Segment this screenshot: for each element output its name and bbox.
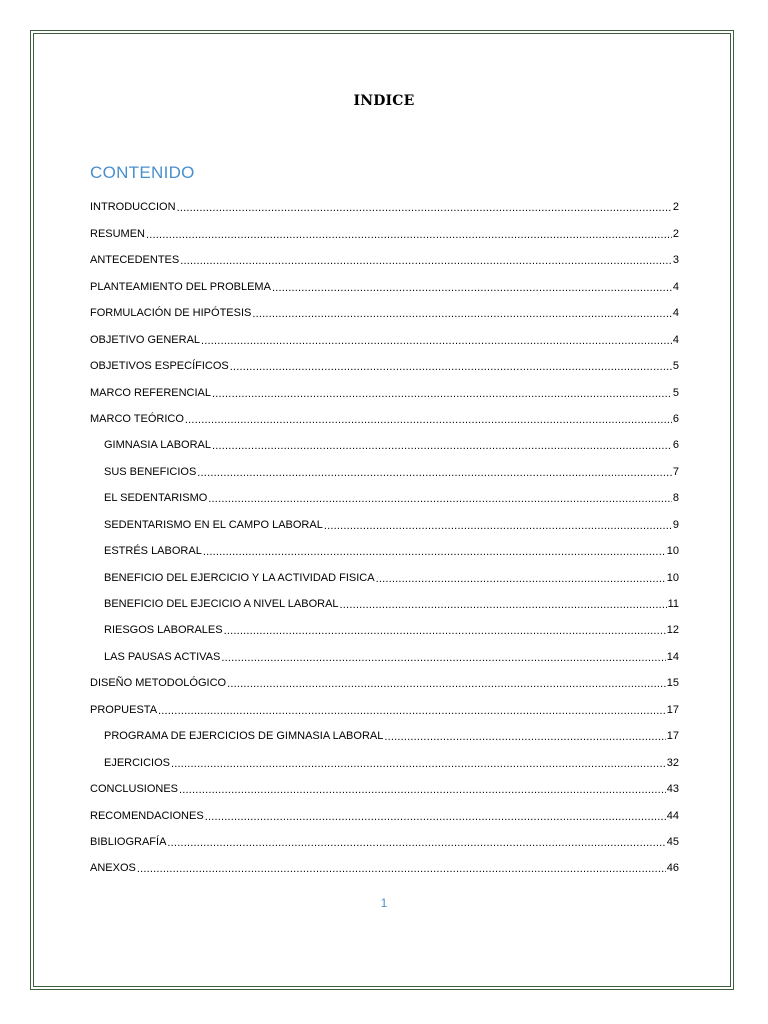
toc-entry-label: SUS BENEFICIOS [104,465,197,478]
toc-entry[interactable] [90,689,679,715]
toc-entry-page: 5 [672,360,679,373]
page-title: INDICE [353,93,415,109]
dot-leader [212,387,672,399]
dot-leader [179,783,666,795]
toc-entry-page: 2 [672,227,679,240]
dot-leader [227,677,666,689]
dot-leader [324,519,672,531]
dot-leader [171,757,666,769]
dot-leader [167,836,665,848]
toc-entry-page: 8 [672,492,679,505]
toc-entry-page: 14 [666,650,679,663]
toc-entry[interactable] [90,346,679,372]
toc-entry[interactable] [90,822,679,848]
toc-entry-label: RIESGOS LABORALES [104,624,223,637]
toc-entry[interactable] [90,610,679,636]
toc-entry-label: ANEXOS [90,862,136,875]
toc-entry[interactable] [90,399,679,425]
toc-entry-label: MARCO TEÓRICO [90,412,184,425]
toc-entry-label: RESUMEN [90,227,146,240]
dot-leader [180,254,672,266]
toc-entry[interactable] [90,584,679,610]
toc-entry-label: PROGRAMA DE EJERCICIOS DE GIMNASIA LABORAL [104,730,384,743]
toc-entry-page: 6 [672,412,679,425]
toc-entry-label: BIBLIOGRAFÍA [90,835,167,848]
toc-entry[interactable] [90,795,679,821]
toc-entry-label: OBJETIVOS ESPECÍFICOS [90,360,229,373]
toc-entry-page: 4 [672,333,679,346]
toc-entry-label: ANTECEDENTES [90,254,180,267]
toc-entry-page: 4 [672,307,679,320]
toc-entry-label: PLANTEAMIENTO DEL PROBLEMA [90,280,271,293]
toc-entry-page: 10 [666,571,679,584]
dot-leader [197,466,672,478]
dot-leader [384,730,665,742]
toc-entry-label: CONCLUSIONES [90,783,179,796]
toc-entry-page: 15 [666,677,679,690]
toc-entry-page: 3 [672,254,679,267]
toc-entry-label: PROPUESTA [90,703,158,716]
toc-entry[interactable] [90,848,679,874]
toc-entry[interactable] [90,557,679,583]
toc-entry[interactable] [90,293,679,319]
toc-entry[interactable] [90,478,679,504]
toc-entry-page: 2 [672,201,679,214]
toc-entry[interactable] [90,213,679,239]
dot-leader [205,810,666,822]
dot-leader [272,281,672,293]
toc-entry[interactable] [90,769,679,795]
dot-leader [376,572,666,584]
toc-heading: CONTENIDO [90,163,195,182]
toc-entry-page: 12 [666,624,679,637]
toc-entry-page: 45 [666,835,679,848]
dot-leader [185,413,672,425]
toc-entry-label: BENEFICIO DEL EJERCICIO Y LA ACTIVIDAD FISICA [104,571,375,584]
toc-entry-label: GIMNASIA LABORAL [104,439,211,452]
table-of-contents [90,187,679,874]
toc-entry-label: OBJETIVO GENERAL [90,333,201,346]
toc-entry-page: 11 [667,598,679,610]
toc-entry-label: LAS PAUSAS ACTIVAS [104,650,221,663]
toc-entry[interactable] [90,266,679,292]
toc-entry-label: EL SEDENTARISMO [104,492,208,505]
toc-entry[interactable] [90,504,679,530]
toc-entry[interactable] [90,636,679,662]
toc-entry-page: 43 [666,783,679,796]
toc-entry-page: 6 [672,439,679,452]
dot-leader [201,334,672,346]
toc-entry-label: FORMULACIÓN DE HIPÓTESIS [90,307,252,320]
toc-entry-page: 7 [672,465,679,478]
dot-leader [230,360,672,372]
toc-entry[interactable] [90,187,679,213]
dot-leader [146,228,672,240]
toc-entry[interactable] [90,716,679,742]
toc-entry[interactable] [90,425,679,451]
toc-entry-label: BENEFICIO DEL EJECICIO A NIVEL LABORAL [104,598,339,610]
toc-entry-label: RECOMENDACIONES [90,809,204,822]
toc-entry[interactable] [90,372,679,398]
toc-entry-page: 9 [672,518,679,531]
toc-entry[interactable] [90,531,679,557]
dot-leader [137,862,666,874]
toc-entry-page: 10 [666,545,679,558]
dot-leader [340,598,667,610]
toc-entry[interactable] [90,240,679,266]
toc-entry-label: DISEÑO METODOLÓGICO [90,677,227,690]
toc-entry[interactable] [90,663,679,689]
dot-leader [203,545,666,557]
toc-entry[interactable] [90,319,679,345]
toc-entry-label: INTRODUCCION [90,201,176,214]
toc-entry[interactable] [90,451,679,477]
toc-entry-label: ESTRÉS LABORAL [104,545,202,558]
dot-leader [212,439,672,451]
dot-leader [221,651,665,663]
dot-leader [224,624,666,636]
toc-entry-page: 5 [672,386,679,399]
toc-entry-page: 4 [672,280,679,293]
toc-entry-page: 46 [666,862,679,875]
toc-entry-page: 44 [666,809,679,822]
toc-entry-page: 17 [666,730,679,743]
dot-leader [208,492,672,504]
toc-entry-page: 17 [666,703,679,716]
toc-entry[interactable] [90,742,679,768]
toc-entry-label: MARCO REFERENCIAL [90,386,212,399]
dot-leader [158,704,666,716]
toc-entry-label: SEDENTARISMO EN EL CAMPO LABORAL [104,518,323,531]
dot-leader [177,201,672,213]
page-number: 1 [380,896,388,910]
toc-entry-page: 32 [666,756,679,769]
dot-leader [252,307,672,319]
toc-entry-label: EJERCICIOS [104,756,171,769]
